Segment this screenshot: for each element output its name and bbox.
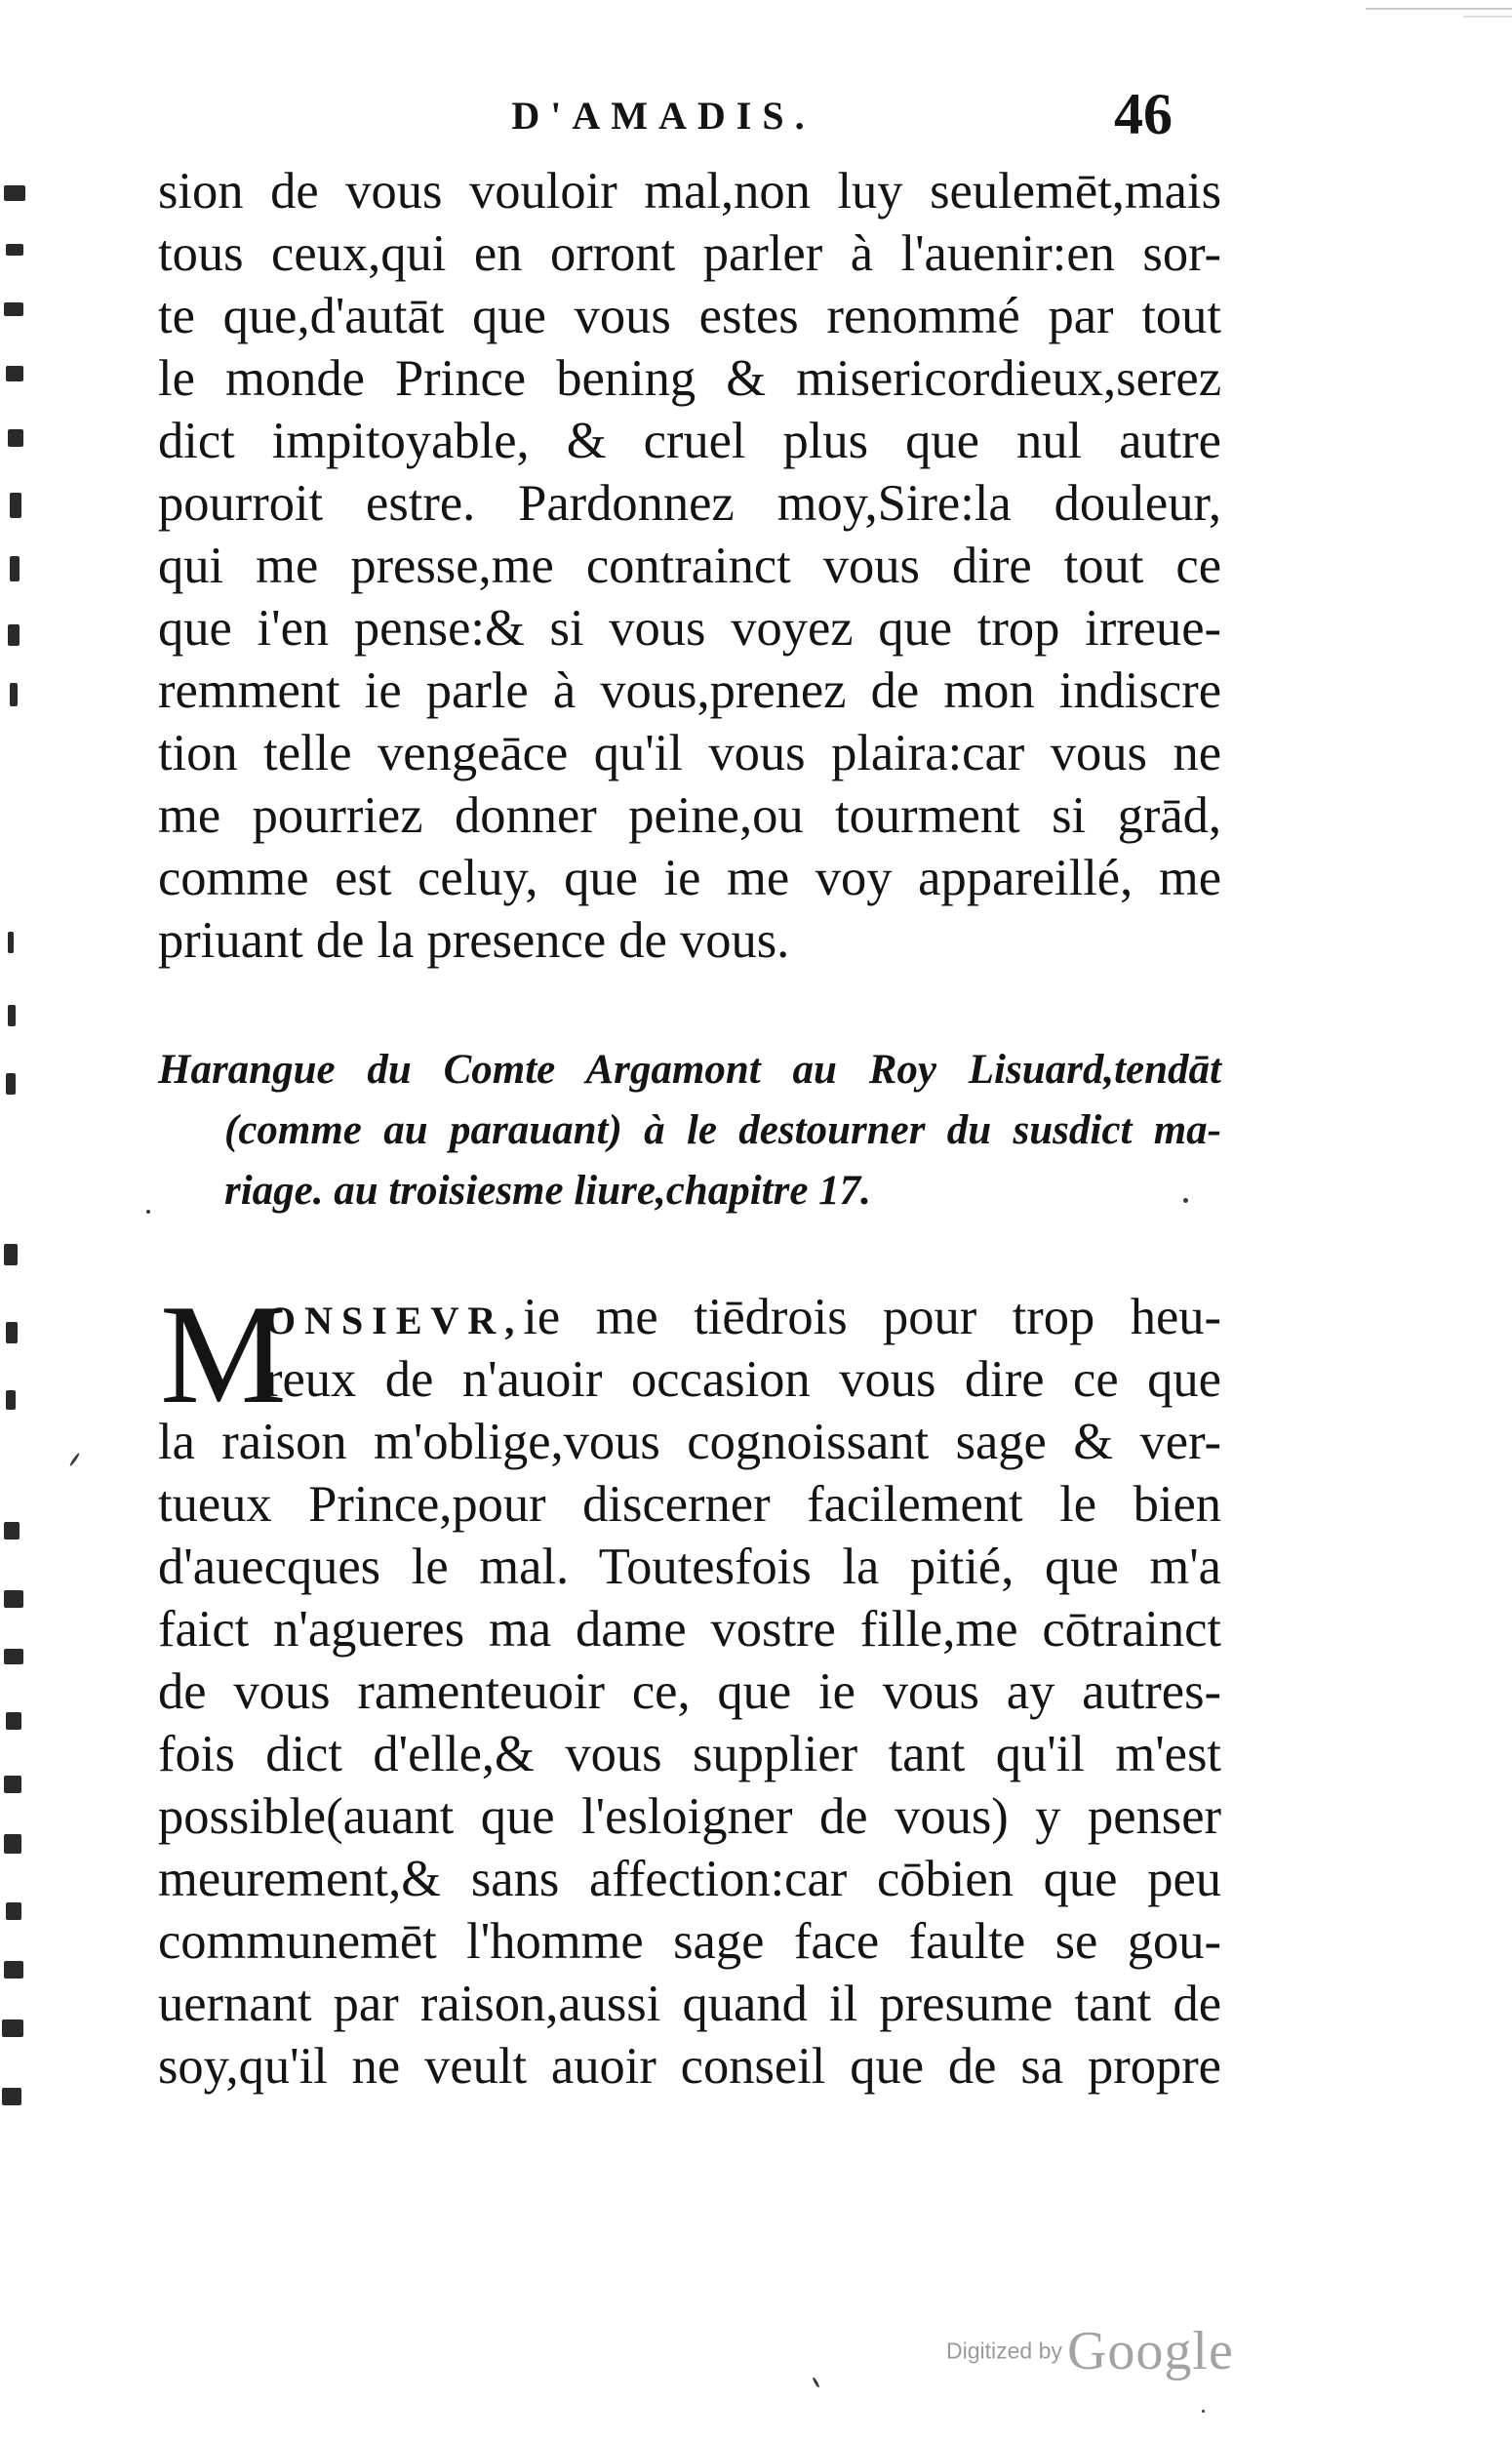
text-line: remment ie parle à vous,prenez de mon indiscre — [158, 662, 1221, 719]
print-speck — [69, 1453, 81, 1467]
running-head: D'AMADIS. — [511, 94, 816, 138]
text-line: soy,qu'il ne veult auoir conseil que de sa propre — [158, 2038, 1221, 2095]
small-caps-opening: ONSIEVR, — [265, 1299, 524, 1342]
heading-line: Harangue du Comte Argamont au Roy Lisuard,tendāt — [158, 1047, 1221, 1093]
text-line: faict n'agueres ma dame vostre fille,me cōtrainct — [158, 1601, 1221, 1658]
text-line: te que,d'autāt que vous estes renommé par tout — [158, 288, 1221, 344]
text-line-rest: ie me tiēdrois pour trop heu- — [523, 1289, 1221, 1345]
heading-line: riage. au troisiesme liure,chapitre 17. — [224, 1168, 871, 1214]
page-number: 46 — [1114, 82, 1173, 146]
page-edge-rule — [1366, 8, 1512, 10]
text-line: dict impitoyable, & cruel plus que nul autre — [158, 413, 1221, 469]
drop-cap: M — [160, 1275, 287, 1433]
text-line: tueux Prince,pour discerner facilement le bien — [158, 1476, 1221, 1533]
print-speck — [1202, 2410, 1205, 2413]
watermark-prefix: Digitized by — [946, 2338, 1062, 2364]
text-line: d'auecques le mal. Toutesfois la pitié, que m'a — [158, 1539, 1221, 1595]
text-line: reux de n'auoir occasion vous dire ce que — [265, 1351, 1221, 1408]
text-line: qui me presse,me contrainct vous dire tout ce — [158, 538, 1221, 594]
heading-line: (comme au parauant) à le destourner du susdict ma- — [224, 1107, 1221, 1153]
print-speck — [146, 1210, 150, 1214]
text-line: tion telle vengeāce qu'il vous plaira:car vous ne — [158, 725, 1221, 781]
print-speck — [1183, 1198, 1188, 1203]
text-line: sion de vous vouloir mal,non luy seulemēt,mais — [158, 163, 1221, 220]
text-line: comme est celuy, que ie me voy appareillé, me — [158, 850, 1221, 906]
facing-page-bleed-through — [0, 156, 59, 2146]
text-line: me pourriez donner peine,ou tourment si grād, — [158, 787, 1221, 844]
text-line: communemēt l'homme sage face faulte se gou- — [158, 1913, 1221, 1970]
text-line: le monde Prince bening & misericordieux,serez — [158, 350, 1221, 407]
text-line: de vous ramenteuoir ce, que ie vous ay autres- — [158, 1663, 1221, 1720]
print-speck — [812, 2377, 820, 2388]
text-line: fois dict d'elle,& vous supplier tant qu'il m'est — [158, 1726, 1221, 1782]
text-line: uernant par raison,aussi quand il presume tant de — [158, 1976, 1221, 2032]
text-line: pourroit estre. Pardonnez moy,Sire:la douleur, — [158, 475, 1221, 532]
text-line: priuant de la presence de vous. — [158, 912, 790, 969]
text-line: la raison m'oblige,vous cognoissant sage & ver- — [158, 1414, 1221, 1470]
text-line: que i'en pense:& si vous voyez que trop irreue- — [158, 600, 1221, 657]
text-line — [265, 1286, 1221, 1348]
text-line: tous ceux,qui en orront parler à l'auenir:en sor- — [158, 225, 1221, 282]
digitized-by-google-watermark — [946, 2320, 1258, 2388]
text-line: possible(auant que l'esloigner de vous) y penser — [158, 1788, 1221, 1845]
text-line: meurement,& sans affection:car cōbien que peu — [158, 1851, 1221, 1907]
page-edge-rule — [1463, 16, 1512, 18]
google-logo: Google — [1066, 2321, 1234, 2381]
